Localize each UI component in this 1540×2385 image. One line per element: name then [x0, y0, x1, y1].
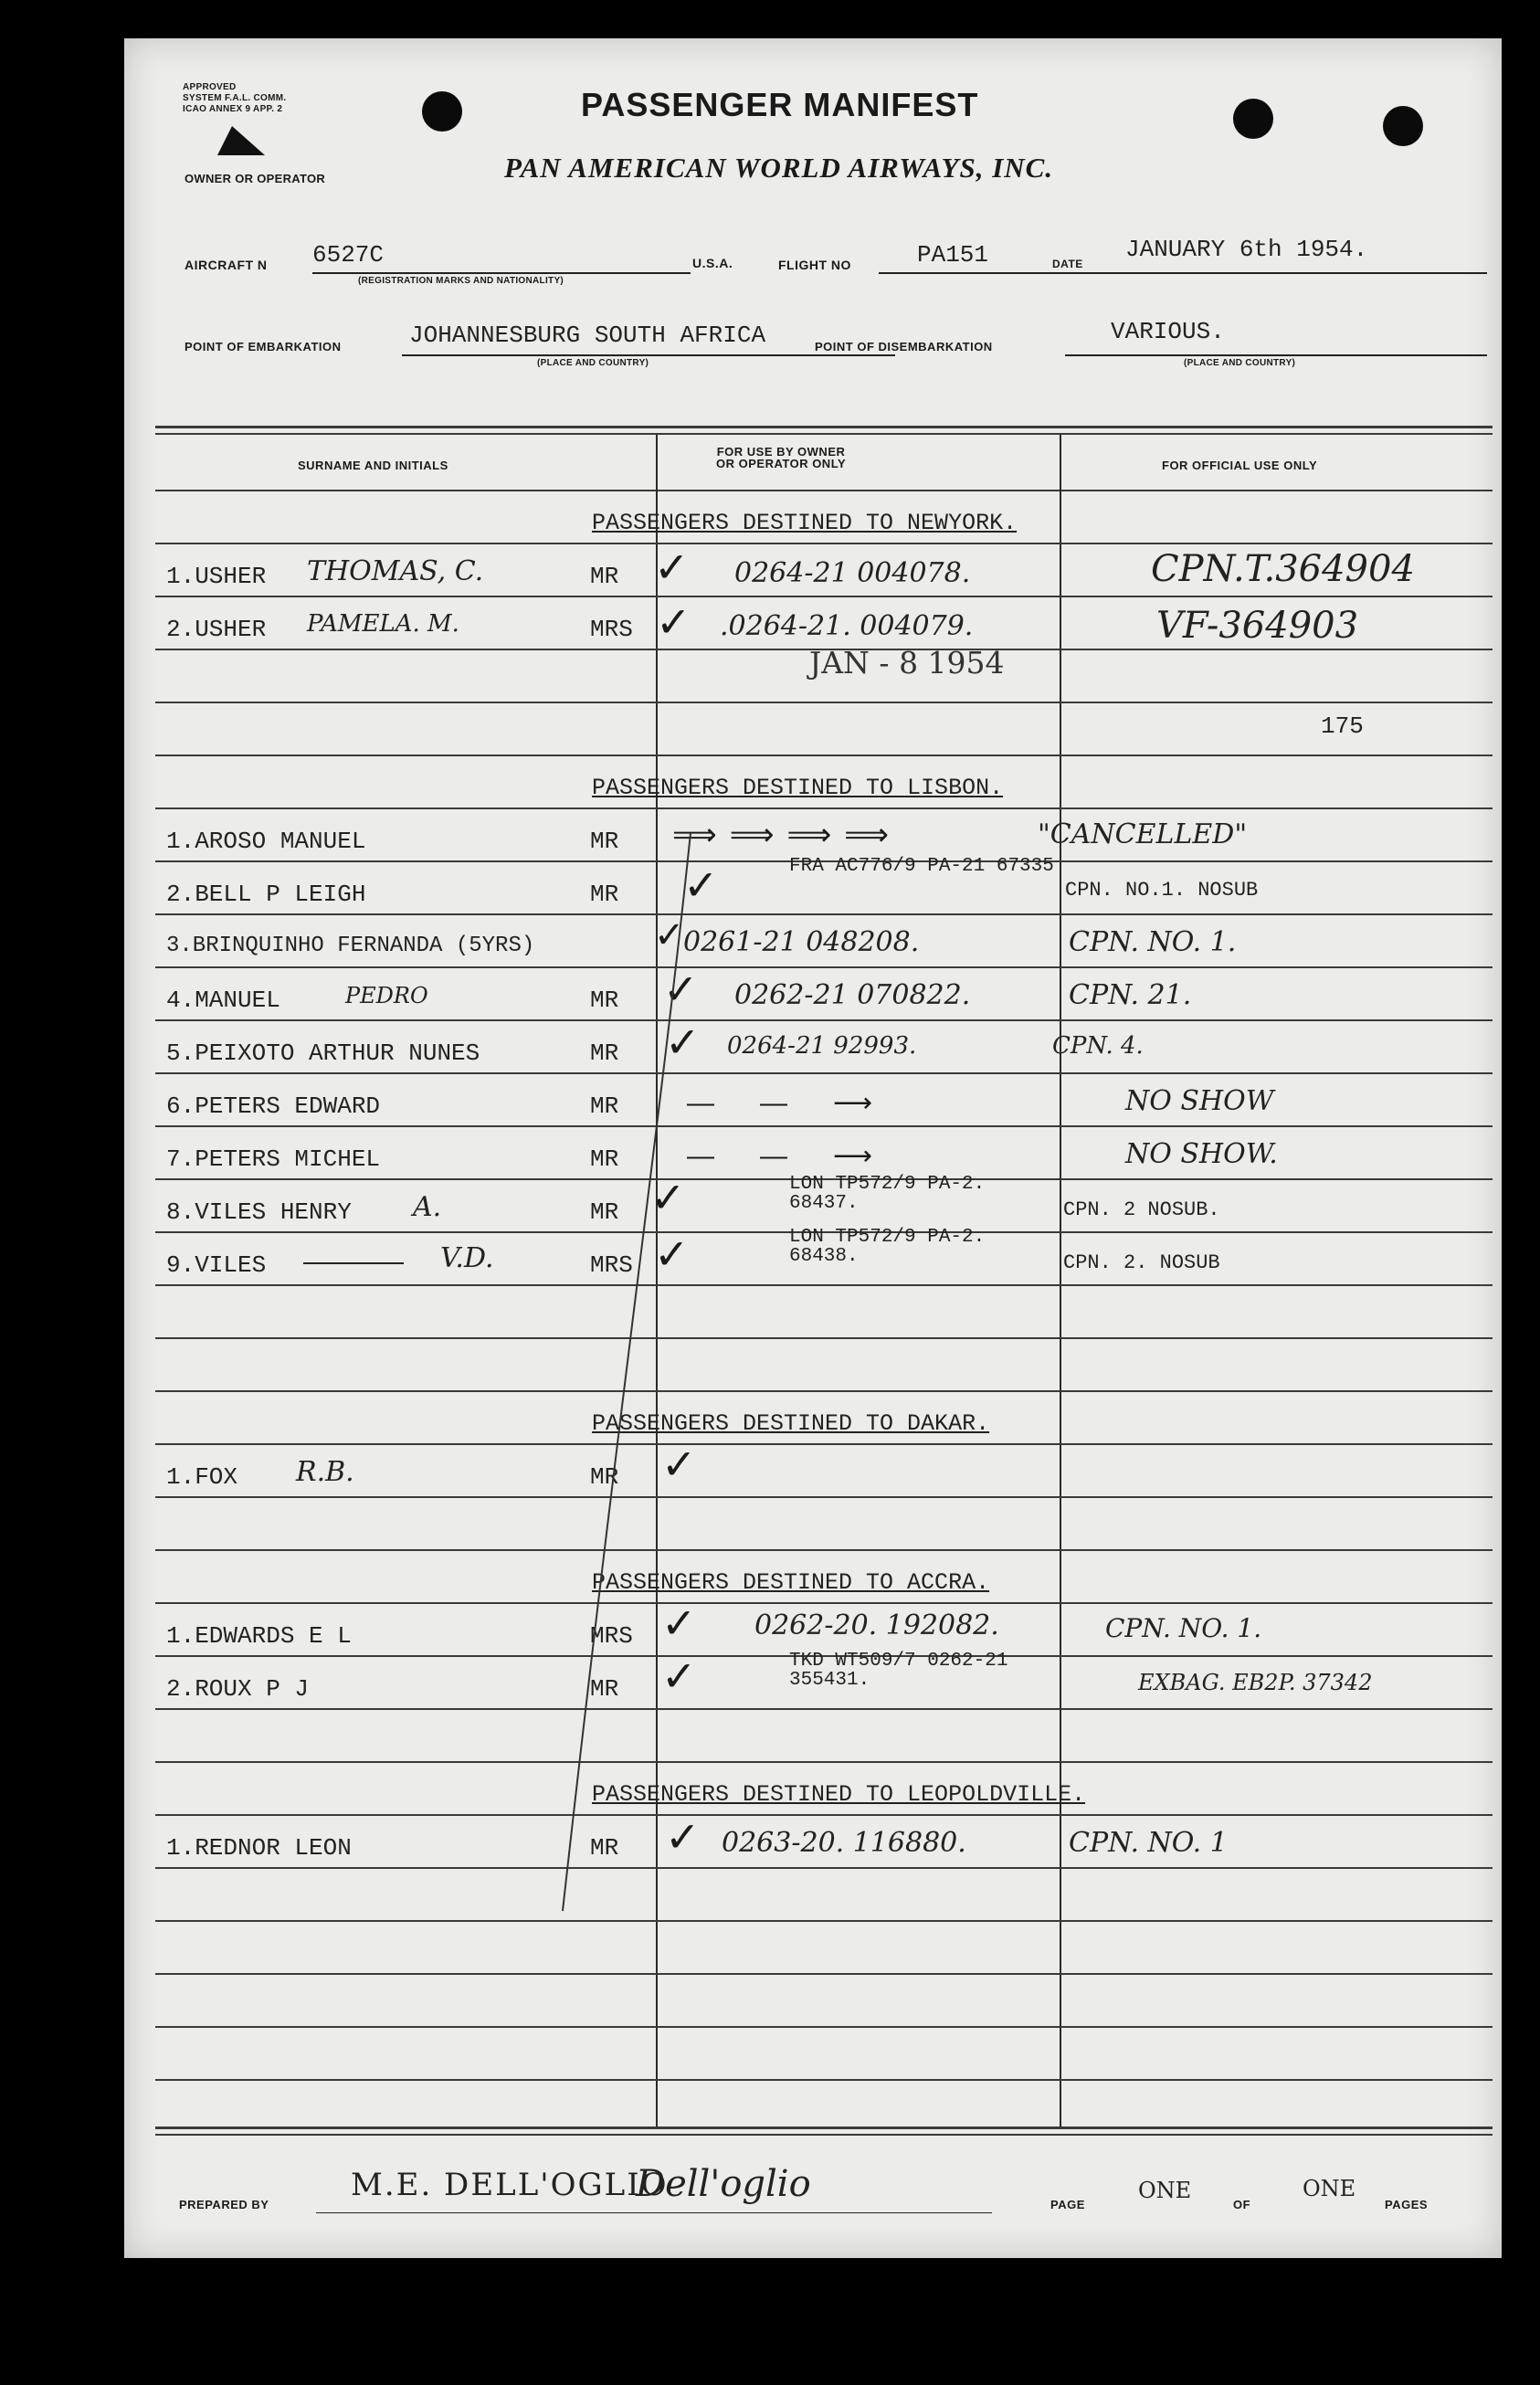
official-note: NO SHOW.: [1125, 1138, 1278, 1170]
passenger-handwritten-name: V.D.: [440, 1242, 494, 1274]
country-label: U.S.A.: [692, 256, 733, 270]
embarkation-point: JOHANNESBURG SOUTH AFRICA: [409, 322, 766, 349]
passenger-title: MR: [590, 987, 619, 1014]
official-note: CPN. NO. 1.: [1105, 1613, 1262, 1643]
flight-label: FLIGHT NO: [778, 258, 851, 272]
passenger-handwritten-name: PEDRO: [345, 983, 428, 1008]
signature: Dell'oglio: [636, 2163, 811, 2205]
approval-note: APPROVED SYSTEM F.A.L. COMM. ICAO ANNEX 9 APP. 2: [183, 82, 287, 114]
page-value: ONE: [1138, 2178, 1192, 2203]
ticket-number: 0264-21 92993.: [727, 1032, 917, 1060]
passenger-name: 6.PETERS EDWARD: [166, 1092, 381, 1120]
official-note: "CANCELLED": [1038, 818, 1248, 850]
aircraft-number: 6527C: [312, 241, 385, 269]
check-mark-icon: ✓: [661, 1652, 697, 1701]
passenger-title: MR: [590, 881, 619, 908]
check-mark-icon: ✓: [661, 1440, 697, 1489]
ticket-number: 0262-21 070822.: [734, 979, 971, 1011]
punch-hole: [1233, 99, 1273, 139]
disembarkation-point: VARIOUS.: [1111, 318, 1225, 345]
date-stamp: JAN - 8 1954: [809, 645, 1005, 681]
passenger-handwritten-name: THOMAS, C.: [307, 555, 484, 587]
passenger-name: 1.AROSO MANUEL: [166, 828, 366, 855]
aircraft-label: AIRCRAFT N: [185, 258, 268, 272]
flight-number: PA151: [917, 241, 989, 269]
dash-mark-icon: ——⟶: [687, 1141, 919, 1171]
passenger-title: MRS: [590, 1622, 633, 1650]
official-note: VF-364903: [1156, 605, 1359, 647]
passenger-name: 1.REDNOR LEON: [166, 1834, 352, 1862]
pages-label: PAGES: [1385, 2198, 1429, 2211]
manifest-paper: [124, 38, 1502, 2258]
punch-hole: [1383, 106, 1423, 146]
section-heading: PASSENGERS DESTINED TO ACCRA.: [592, 1569, 990, 1596]
passenger-name: 8.VILES HENRY: [166, 1198, 352, 1226]
strike-out-mark: [303, 1262, 404, 1264]
passenger-name: 9.VILES: [166, 1251, 267, 1279]
passenger-handwritten-name: A.: [413, 1191, 442, 1223]
passenger-name: 7.PETERS MICHEL: [166, 1145, 381, 1173]
ticket-number: LON TP572/9 PA-2. 68438.: [789, 1227, 986, 1267]
page-number: 175: [1321, 712, 1364, 740]
official-note: CPN. 2 NOSUB.: [1063, 1198, 1220, 1221]
check-mark-icon: ✓: [661, 1599, 697, 1648]
check-mark-icon: ✓: [650, 1173, 686, 1222]
column-header-surname: SURNAME AND INITIALS: [298, 459, 448, 472]
passenger-name: 3.BRINQUINHO FERNANDA (5YRS): [166, 934, 535, 958]
section-heading: PASSENGERS DESTINED TO DAKAR.: [592, 1410, 990, 1437]
passenger-name: 1.FOX: [166, 1463, 238, 1491]
official-note: CPN. NO. 1: [1069, 1827, 1228, 1859]
passenger-handwritten-name: PAMELA. M.: [307, 610, 459, 638]
prepared-by-label: PREPARED BY: [179, 2198, 269, 2211]
official-note: CPN. NO. 1.: [1069, 926, 1237, 958]
official-note: CPN. NO.1. NOSUB: [1065, 879, 1259, 902]
airline-name: PAN AMERICAN WORLD AIRWAYS, INC.: [504, 152, 1054, 184]
check-mark-icon: ✓: [654, 1229, 690, 1279]
passenger-title: MR: [590, 1145, 619, 1173]
registration-caption: (REGISTRATION MARKS AND NATIONALITY): [358, 276, 564, 286]
of-label: OF: [1233, 2198, 1251, 2211]
page-label: PAGE: [1050, 2198, 1085, 2211]
official-note: NO SHOW: [1125, 1085, 1274, 1117]
embarkation-label: POINT OF EMBARKATION: [185, 340, 342, 354]
passenger-title: MR: [590, 1039, 619, 1067]
passenger-name: 4.MANUEL: [166, 987, 280, 1014]
ticket-number: FRA AC776/9 PA-21 67335: [789, 856, 1054, 877]
passenger-title: MR: [590, 1092, 619, 1120]
ticket-number: .0264-21. 004079.: [720, 610, 974, 642]
dash-mark-icon: ——⟶: [687, 1088, 919, 1118]
total-pages-value: ONE: [1303, 2176, 1356, 2201]
check-mark-icon: ✓: [654, 914, 685, 956]
ticket-number: 0263-20. 116880.: [722, 1827, 966, 1859]
passenger-name: 2.BELL P LEIGH: [166, 881, 366, 908]
passenger-title: MR: [590, 1834, 619, 1862]
prepared-by-name: M.E. DELL'OGLIO: [351, 2167, 669, 2203]
passenger-name: 2.USHER: [166, 616, 267, 643]
form-title: PASSENGER MANIFEST: [581, 86, 979, 123]
column-header-owner: FOR USE BY OWNER OR OPERATOR ONLY: [716, 445, 847, 470]
passenger-name: 1.EDWARDS E L: [166, 1622, 352, 1650]
ticket-number: TKD WT509/7 0262-21 355431.: [789, 1651, 1008, 1691]
passenger-handwritten-name: R.B.: [296, 1456, 354, 1488]
owner-label: OWNER OR OPERATOR: [185, 172, 326, 185]
ticket-number: 0264-21 004078.: [734, 557, 971, 589]
passenger-title: MRS: [590, 1251, 633, 1279]
check-mark-icon: ✓: [683, 860, 719, 910]
passenger-name: 5.PEIXOTO ARTHUR NUNES: [166, 1039, 480, 1067]
arrow-icon: ⟹⟹⟹⟹: [672, 818, 902, 852]
check-mark-icon: ✓: [665, 1018, 701, 1067]
check-mark-icon: ✓: [665, 1812, 701, 1862]
ticket-number: 0262-20. 192082.: [754, 1609, 999, 1641]
column-header-official: FOR OFFICIAL USE ONLY: [1162, 459, 1318, 472]
ticket-number: LON TP572/9 PA-2. 68437.: [789, 1174, 986, 1214]
check-mark-icon: ✓: [663, 965, 699, 1014]
official-note: CPN. 2. NOSUB: [1063, 1251, 1220, 1274]
passenger-title: MRS: [590, 616, 633, 643]
flight-date: JANUARY 6th 1954.: [1125, 236, 1368, 263]
passenger-title: MR: [590, 1198, 619, 1226]
check-mark-icon: ✓: [656, 597, 691, 647]
pencil-stroke: [554, 824, 736, 1920]
passenger-name: 1.USHER: [166, 563, 267, 590]
passenger-name: 2.ROUX P J: [166, 1675, 310, 1703]
punch-hole: [422, 91, 462, 132]
passenger-title: MR: [590, 1463, 619, 1491]
official-note: CPN.T.364904: [1151, 548, 1415, 590]
passenger-title: MR: [590, 563, 619, 590]
official-note: CPN. 21.: [1069, 979, 1192, 1011]
section-heading: PASSENGERS DESTINED TO LEOPOLDVILLE.: [592, 1781, 1086, 1808]
emblem-icon: [214, 122, 269, 159]
embarkation-caption: (PLACE AND COUNTRY): [537, 358, 649, 368]
disembarkation-label: POINT OF DISEMBARKATION: [815, 340, 993, 354]
section-heading: PASSENGERS DESTINED TO LISBON.: [592, 775, 1004, 801]
passenger-title: MR: [590, 828, 619, 855]
official-note: EXBAG. EB2P. 37342: [1138, 1670, 1373, 1695]
ticket-number: 0261-21 048208.: [683, 926, 920, 958]
passenger-title: MR: [590, 1675, 619, 1703]
official-note: CPN. 4.: [1052, 1032, 1144, 1060]
disembarkation-caption: (PLACE AND COUNTRY): [1184, 358, 1296, 368]
section-heading: PASSENGERS DESTINED TO NEWYORK.: [592, 510, 1018, 536]
check-mark-icon: ✓: [654, 543, 690, 592]
date-label: DATE: [1052, 258, 1083, 270]
